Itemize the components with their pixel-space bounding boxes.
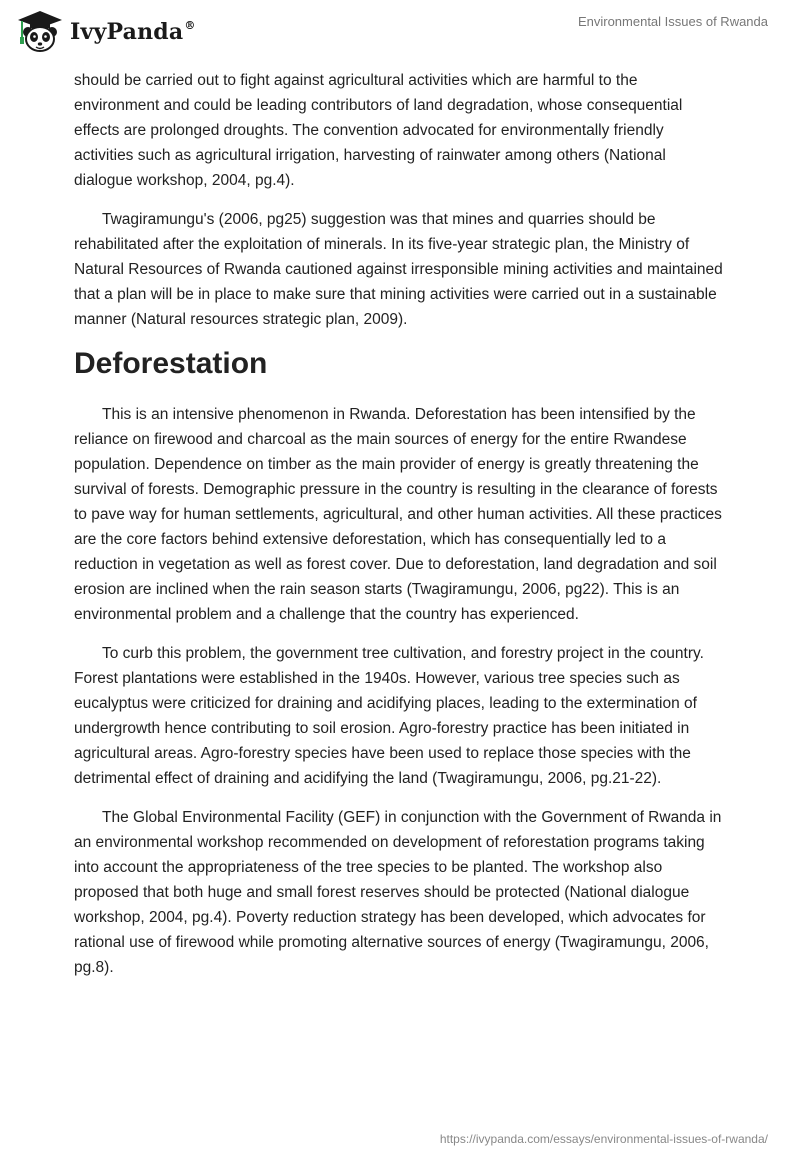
page-header [0, 0, 800, 60]
paragraph: This is an intensive phenomenon in Rwanda. Deforestation has been intensified by the reliance on firewood and charcoal as the main sources of energy for the entire Rwandese population. Dependence on timber as the main provider of energy is greatly threatening the survival of forests. Demographic pressure in the country is resulting in the clearance of forests to pave way for human settlements, agricultural, and other human activities. All these practices are the core factors behind extensive deforestation, which has consequentially led to a reduction in vegetation as well as forest cover. Due to deforestation, land degradation and soil erosion are inclined when the rain season starts (Twagiramungu, 2006, pg22). This is an environmental problem and a challenge that the country has experienced. [74, 406, 722, 623]
brand-name: IvyPanda® [70, 18, 196, 45]
source-url-link[interactable]: https://ivypanda.com/essays/environmental-issues-of-rwanda/ [439, 1132, 768, 1146]
paragraph-continued: should be carried out to fight against agricultural activities which are harmful to the environment and could be leading contributors of land degradation, whose consequential effects are prolonged droughts. The convention advocated for environmentally friendly activities such as agricultural irrigation, harvesting of rainwater among others (National dialogue workshop, 2004, pg.4). [74, 72, 683, 189]
registered-mark: ® [184, 18, 196, 32]
section-heading-deforestation: Deforestation [74, 347, 268, 380]
paragraph: Twagiramungu's (2006, pg25) suggestion was that mines and quarries should be rehabilitated after the exploitation of minerals. In its five-year strategic plan, the Ministry of Natural Resources of Rwanda cautioned against irresponsible mining activities and maintained that a plan will be in place to make sure that mining activities were carried out in a sustainable manner (Natural resources strategic plan, 2009). [74, 211, 723, 328]
paragraph: The Global Environmental Facility (GEF) in conjunction with the Government of Rwanda in an environmental workshop recommended on development of reforestation programs taking into account the appropriateness of the tree species to be planted. The workshop also proposed that both huge and small forest reserves should be protected (National dialogue workshop, 2004, pg.4). Poverty reduction strategy has been developed, which advocates for rational use of firewood while promoting alternative sources of energy (Twagiramungu, 2006, pg.8). [74, 809, 722, 976]
paragraph: To curb this problem, the government tree cultivation, and forestry project in the country. Forest plantations were established in the 1940s. However, various tree species such as eucalyptus were criticized for draining and acidifying places, leading to the extermination of undergrowth hence contributing to soil erosion. Agro-forestry practice has been initiated in agricultural areas. Agro-forestry species have been used to replace those species with the detrimental effect of draining and acidifying the land (Twagiramungu, 2006, pg.21-22). [74, 645, 704, 787]
document-title: Environmental Issues of Rwanda [577, 14, 768, 29]
brand-logo[interactable] [14, 8, 196, 54]
essay-body [74, 68, 724, 994]
panda-graduate-icon [14, 8, 66, 54]
